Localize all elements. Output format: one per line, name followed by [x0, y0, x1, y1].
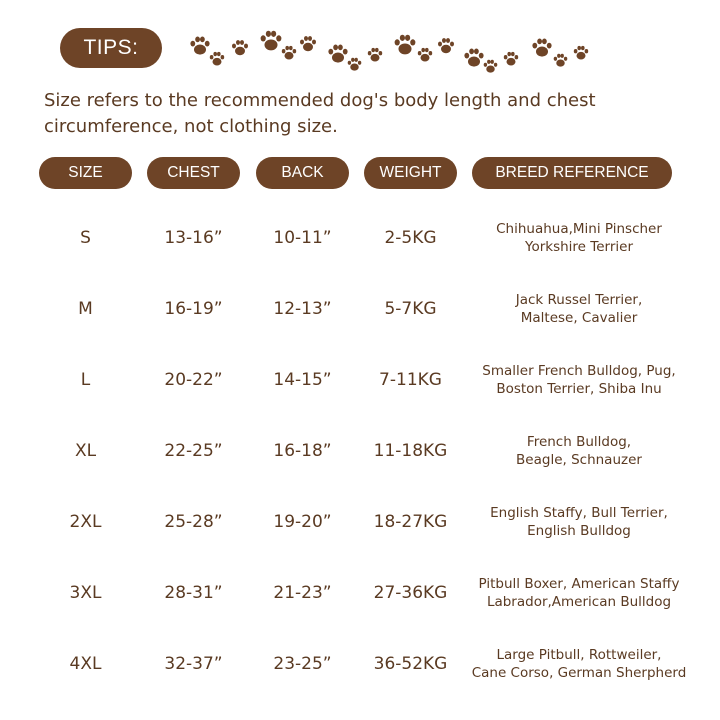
cell-weight: 27-36KG [373, 583, 448, 603]
paw-print-icon [482, 58, 499, 75]
cell-breed: Chihuahua,Mini Pinscher Yorkshire Terrier [496, 221, 662, 255]
cell-weight: 7-11KG [379, 370, 442, 390]
cell-size: 4XL [69, 654, 102, 674]
cell-weight: 36-52KG [373, 654, 448, 674]
cell-chest: 22-25” [164, 441, 223, 461]
paw-print-icon [572, 44, 590, 62]
paw-print-icon [530, 36, 554, 60]
paw-print-icon [230, 38, 250, 58]
table-row [0, 634, 720, 694]
header-back: BACK [256, 157, 349, 189]
cell-breed: Smaller French Bulldog, Pug, Boston Terrier, Shiba Inu [482, 363, 676, 397]
cell-back: 21-23” [273, 583, 332, 603]
table-row [0, 421, 720, 481]
cell-chest: 25-28” [164, 512, 223, 532]
cell-weight: 18-27KG [373, 512, 448, 532]
header-chest: CHEST [147, 157, 240, 189]
cell-chest: 20-22” [164, 370, 223, 390]
header-breed: BREED REFERENCE [472, 157, 672, 189]
table-row [0, 492, 720, 552]
paw-print-icon [552, 52, 569, 69]
paw-print-icon [280, 44, 298, 62]
cell-breed: Pitbull Boxer, American Staffy Labrador,American Bulldog [478, 576, 680, 610]
cell-chest: 28-31” [164, 583, 223, 603]
cell-size: L [80, 370, 91, 390]
cell-size: XL [74, 441, 97, 461]
cell-size: 2XL [69, 512, 102, 532]
paw-print-icon [366, 46, 384, 64]
paw-trail [180, 22, 600, 78]
table-header [0, 157, 720, 189]
cell-size: 3XL [69, 583, 102, 603]
cell-back: 19-20” [273, 512, 332, 532]
cell-breed: English Staffy, Bull Terrier, English Bulldog [490, 505, 668, 539]
size-note: Size refers to the recommended dog's body length and chest circumference, not clothing size. [44, 90, 596, 137]
header-weight: WEIGHT [364, 157, 457, 189]
paw-print-icon [208, 50, 226, 68]
paw-print-icon [392, 32, 418, 58]
cell-weight: 5-7KG [384, 299, 437, 319]
cell-size: S [80, 228, 91, 248]
cell-weight: 2-5KG [384, 228, 437, 248]
cell-chest: 16-19” [164, 299, 223, 319]
cell-breed: Large Pitbull, Rottweiler, Cane Corso, German Sherpherd [471, 647, 687, 681]
cell-back: 16-18” [273, 441, 332, 461]
cell-size: M [78, 299, 93, 319]
cell-weight: 11-18KG [373, 441, 448, 461]
table-row [0, 563, 720, 623]
table-row [0, 350, 720, 410]
cell-chest: 13-16” [164, 228, 223, 248]
paw-print-icon [436, 36, 456, 56]
cell-breed: Jack Russel Terrier, Maltese, Cavalier [515, 292, 643, 326]
table-row [0, 279, 720, 339]
cell-breed: French Bulldog, Beagle, Schnauzer [516, 434, 642, 468]
cell-back: 23-25” [273, 654, 332, 674]
header-size: SIZE [39, 157, 132, 189]
cell-back: 12-13” [273, 299, 332, 319]
paw-print-icon [346, 56, 363, 73]
cell-chest: 32-37” [164, 654, 223, 674]
cell-back: 14-15” [273, 370, 332, 390]
paw-print-icon [298, 34, 318, 54]
paw-print-icon [502, 50, 520, 68]
table-row [0, 208, 720, 268]
tips-badge: TIPS: [60, 28, 162, 68]
cell-back: 10-11” [273, 228, 332, 248]
paw-print-icon [416, 46, 434, 64]
